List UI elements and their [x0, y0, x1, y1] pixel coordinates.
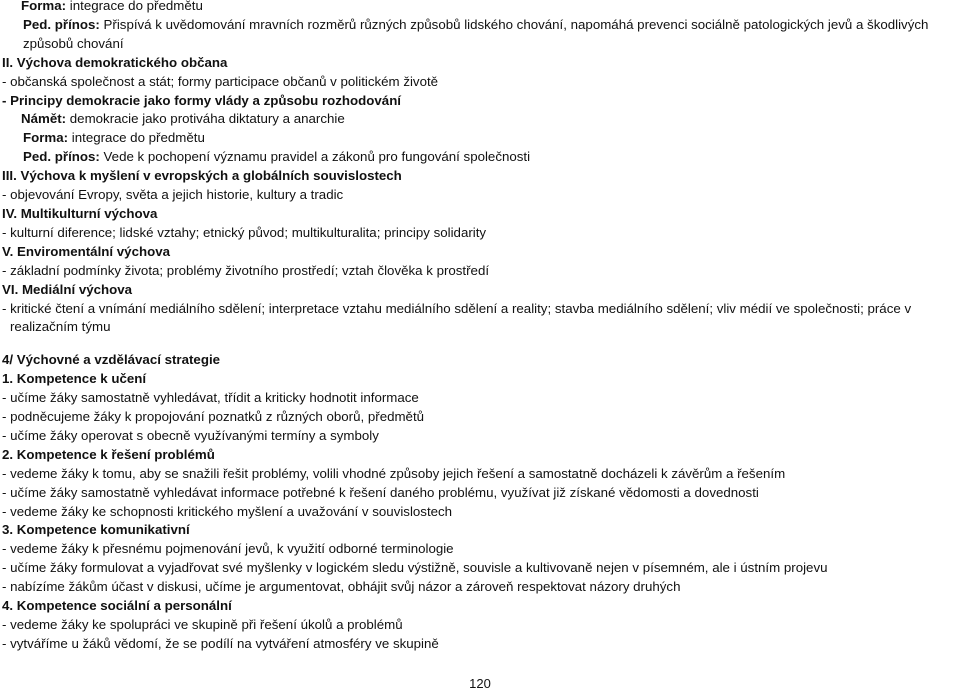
strategies-heading: 4/ Výchovné a vzdělávací strategie: [2, 352, 221, 368]
section-5-item-1: - základní podmínky života; problémy životního prostředí; vztah člověka k prostředí: [2, 262, 490, 278]
forma-label: Forma:: [21, 0, 67, 13]
section-3-item-1: - objevování Evropy, světa a jejich historie, kultury a tradic: [2, 187, 344, 203]
competence-1-heading: 1. Kompetence k učení: [2, 371, 147, 387]
section-4-item-1: - kulturní diference; lidské vztahy; etnický původ; multikulturalita; principy solidarity: [2, 224, 487, 240]
top-ped-line: [2, 16, 957, 54]
namet-text: demokracie jako protiváha diktatury a anarchie: [69, 111, 345, 127]
competence-2-item: - vedeme žáky ke schopnosti kritického myšlení a uvažování v souvislostech: [2, 503, 453, 519]
forma-text: integrace do předmětu: [69, 0, 203, 13]
top-forma-line: [2, 0, 957, 16]
section-2-item-2: - Principy demokracie jako formy vlády a způsobu rozhodování: [2, 92, 402, 108]
section-4-heading: IV. Multikulturní výchova: [2, 205, 158, 221]
section-2-forma-line: [2, 129, 957, 148]
competence-1-item: - učíme žáky samostatně vyhledávat, třídit a kriticky hodnotit informace: [2, 390, 419, 406]
competence-1-item: - učíme žáky operovat s obecně využívanými termíny a symboly: [2, 427, 379, 443]
section-3-heading: III. Výchova k myšlení v evropských a globálních souvislostech: [2, 168, 402, 184]
section-2-namet-line: [2, 110, 957, 129]
competence-2-item: - vedeme žáky k tomu, aby se snažili řešit problémy, volili vhodné způsoby jejich řešení a samostatně docházeli k závěrům a řešením: [2, 465, 786, 481]
forma-label: Forma:: [23, 130, 69, 146]
section-2-ped-line: [2, 148, 957, 167]
competence-3-item: - nabízíme žákům účast v diskusi, učíme je argumentovat, obhájit svůj názor a zároveň respektovat názory druhých: [2, 579, 681, 595]
section-6-heading: VI. Mediální výchova: [2, 281, 133, 297]
competence-2-heading: 2. Kompetence k řešení problémů: [2, 446, 215, 462]
ped-label: Ped. přínos:: [23, 16, 100, 32]
competence-4-item: - vedeme žáky ke spolupráci ve skupině při řešení úkolů a problémů: [2, 617, 403, 632]
ped-label: Ped. přínos:: [23, 149, 100, 165]
competence-3-heading: 3. Kompetence komunikativní: [2, 522, 190, 538]
namet-label: Námět:: [21, 111, 67, 127]
section-gap: [2, 337, 957, 351]
section-2-heading: II. Výchova demokratického občana: [2, 54, 228, 70]
competence-1-item: - podněcujeme žáky k propojování poznatků z různých oborů, předmětů: [2, 409, 425, 425]
ped-text: Vede k pochopení významu pravidel a zákonů pro fungování společnosti: [103, 149, 531, 165]
page-number: 120: [469, 676, 491, 691]
section-2-item-1: - občanská společnost a stát; formy participace občanů v politickém životě: [2, 73, 439, 89]
competence-2-item: - učíme žáky samostatně vyhledávat informace potřebné k řešení daného problému, využívat již získané vědomosti a dovednosti: [2, 484, 759, 500]
section-6-item-1: - kritické čtení a vnímání mediálního sdělení; interpretace vztahu mediálního sdělení a reality; stavba mediálního sdělení; vliv médií ve společnosti; práce v realizačním týmu: [2, 300, 912, 335]
document-body: [2, 0, 957, 654]
ped-text: Přispívá k uvědomování mravních rozměrů různých způsobů lidského chování, napomáhá prevenci sociálně patologických jevů a škodlivých způsobů chování: [23, 16, 929, 51]
competence-4-heading: 4. Kompetence sociální a personální: [2, 598, 232, 614]
competence-4-item: - vytváříme u žáků vědomí, že se podílí na vytváření atmosféry ve skupině: [2, 635, 439, 651]
forma-text: integrace do předmětu: [71, 130, 205, 146]
competence-3-item: - učíme žáky formulovat a vyjadřovat své myšlenky v logickém sledu výstižně, souvisle a kultivovaně nejen v písemném, ale i ústním projevu: [2, 560, 828, 576]
competence-3-item: - vedeme žáky k přesnému pojmenování jevů, k využití odborné terminologie: [2, 541, 454, 557]
section-5-heading: V. Enviromentální výchova: [2, 243, 171, 259]
